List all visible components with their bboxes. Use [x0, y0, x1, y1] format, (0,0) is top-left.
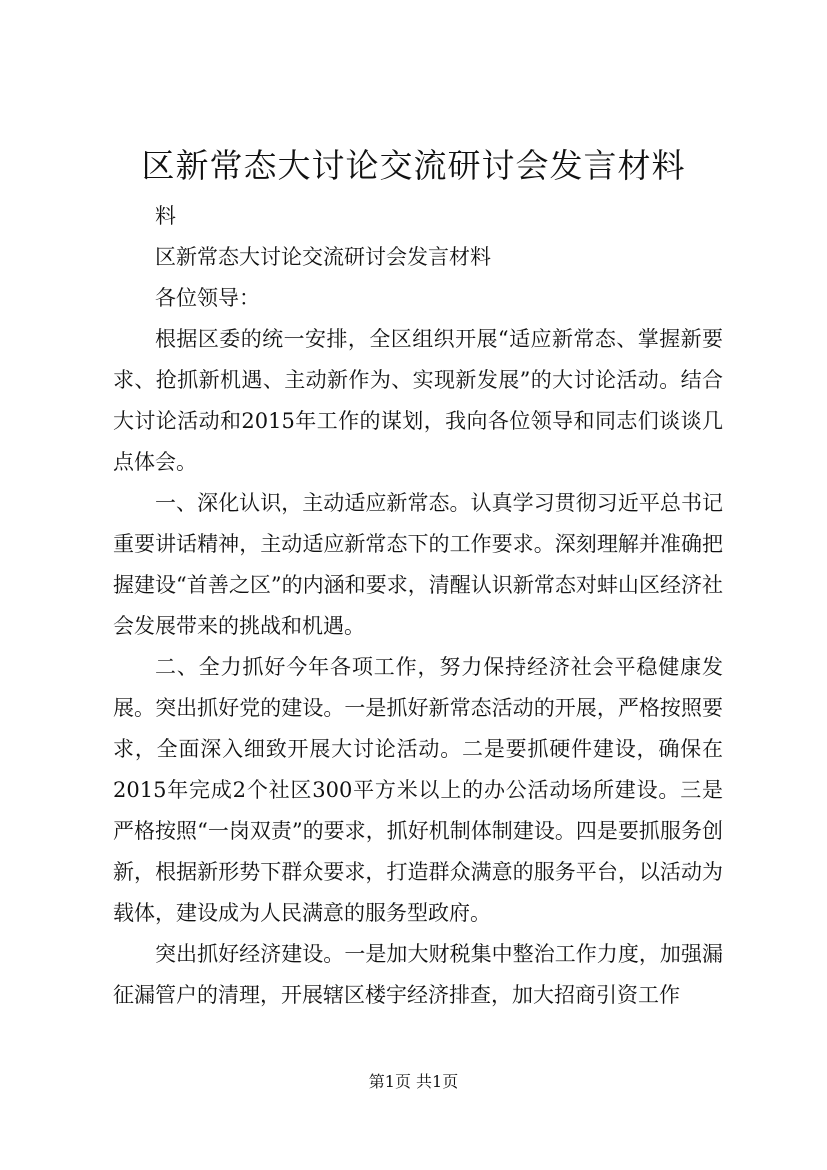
paragraph: 一、深化认识，主动适应新常态。认真学习贯彻习近平总书记重要讲话精神，主动适应新常态下的工作要求。深刻理解并准确把握建设“首善之区”的内涵和要求，清醒认识新常态对蚌山区经济社会发展带来的挑战和机遇。: [113, 491, 723, 638]
paragraph: 料: [155, 204, 176, 228]
document-title: 区新常态大讨论交流研讨会发言材料: [141, 146, 686, 185]
paragraph: 各位领导：: [155, 286, 260, 310]
paragraph: 区新常态大讨论交流研讨会发言材料: [155, 245, 491, 269]
page-number-footer: 第1页 共1页: [368, 1072, 459, 1091]
paragraph: 突出抓好经济建设。一是加大财税集中整治工作力度，加强漏征漏管户的清理，开展辖区楼宇经济排查，加大招商引资工作: [113, 942, 723, 1007]
paragraph: 根据区委的统一安排，全区组织开展“适应新常态、掌握新要求、抢抓新机遇、主动新作为、实现新发展”的大讨论活动。结合大讨论活动和2015年工作的谋划，我向各位领导和同志们谈谈几点体会。: [113, 327, 723, 474]
paragraph: 二、全力抓好今年各项工作，努力保持经济社会平稳健康发展。突出抓好党的建设。一是抓好新常态活动的开展，严格按照要求，全面深入细致开展大讨论活动。二是要抓硬件建设，确保在2015年完成2个社区300平方米以上的办公活动场所建设。三是严格按照“一岗双责”的要求，抓好机制体制建设。四是要抓服务创新，根据新形势下群众要求，打造群众满意的服务平台，以活动为载体，建设成为人民满意的服务型政府。: [113, 655, 723, 925]
document-body: [113, 196, 723, 1016]
